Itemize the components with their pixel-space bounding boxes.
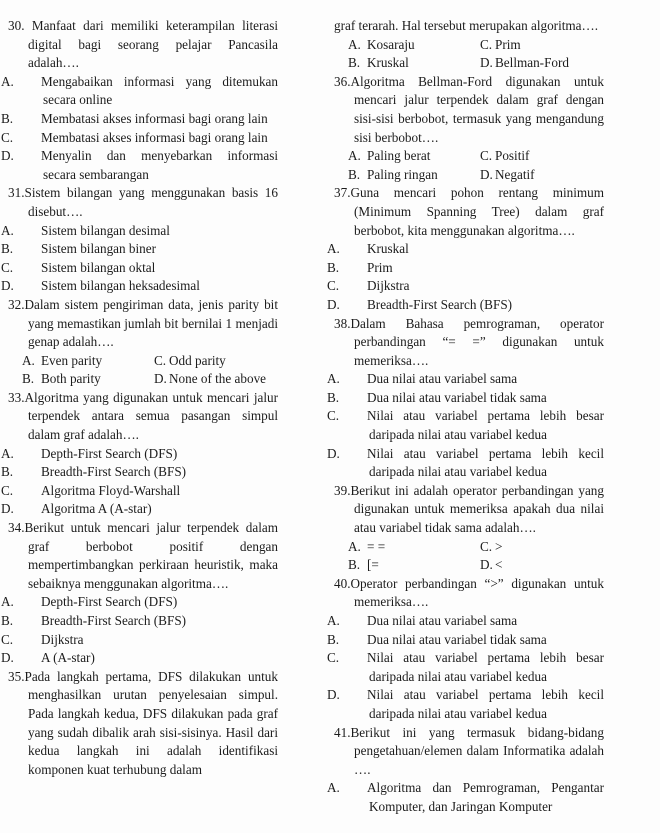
question-text: Dalam Bahasa pemrograman, operator perbandingan “= =” digunakan untuk memeriksa…. — [350, 315, 604, 368]
option-c[interactable] — [1, 129, 278, 148]
option-c[interactable] — [480, 36, 521, 55]
option-letter: B. — [1, 241, 14, 257]
option-text: < — [495, 557, 503, 573]
option-text: Dua nilai atau variabel sama — [367, 371, 518, 387]
option-letter: A. — [1, 445, 14, 461]
option-letter: B. — [348, 55, 361, 71]
option-d[interactable] — [480, 166, 535, 185]
option-b[interactable] — [1, 612, 278, 631]
question-text: Manfaat dari memiliki keterampilan literasi digital bagi seorang pelajar Pancasila adalah…. — [28, 18, 279, 71]
option-text: Negatif — [495, 166, 535, 182]
option-text: Membatasi akses informasi bagi orang lain — [41, 110, 268, 126]
question-stem — [334, 315, 604, 371]
option-c[interactable] — [1, 631, 278, 650]
option-letter: A. — [348, 36, 361, 52]
option-grid — [334, 538, 604, 575]
option-d[interactable] — [327, 445, 604, 482]
option-letter: D. — [327, 296, 340, 312]
option-d[interactable] — [480, 54, 569, 73]
option-letter: A. — [327, 241, 340, 257]
option-letter: A. — [1, 594, 14, 610]
question-text: Berikut ini yang termasuk bidang-bidang pengetahuan/elemen dalam Informatika adalah …. — [350, 724, 604, 777]
option-a[interactable] — [327, 779, 604, 816]
question-text: Berikut ini adalah operator perbandingan yang digunakan untuk memeriksa apakah dua nilai atau variabel tidak sama adalah…. — [350, 482, 604, 536]
option-letter: C. — [327, 408, 340, 424]
option-text: Sistem bilangan oktal — [41, 259, 156, 275]
option-letter: B. — [348, 557, 361, 573]
option-letter: A. — [1, 222, 14, 238]
question-stem — [334, 184, 604, 240]
option-b[interactable] — [1, 463, 278, 482]
question-35 — [8, 668, 278, 780]
question-text: Operator perbandingan “>” digunakan untuk memeriksa…. — [350, 575, 604, 610]
option-d[interactable] — [1, 147, 278, 184]
question-stem — [8, 389, 278, 445]
question-41 — [327, 724, 604, 817]
option-c[interactable] — [480, 147, 529, 166]
option-letter: B. — [327, 259, 340, 275]
option-letter: D. — [327, 687, 340, 703]
option-list — [327, 240, 604, 314]
option-text: Dua nilai atau variabel sama — [367, 613, 518, 628]
option-d[interactable] — [1, 649, 278, 668]
option-text: Breadth-First Search (BFS) — [41, 464, 187, 480]
option-d[interactable] — [327, 686, 604, 723]
option-text: Both parity — [41, 371, 101, 387]
question-stem — [334, 724, 604, 780]
option-letter: B. — [348, 166, 361, 182]
option-text: Breadth-First Search (BFS) — [41, 613, 187, 628]
option-row — [8, 370, 278, 389]
option-row — [334, 166, 604, 185]
option-d[interactable] — [1, 500, 278, 519]
option-text: Breadth-First Search (BFS) — [367, 296, 513, 312]
option-a[interactable] — [1, 593, 278, 612]
option-letter: B. — [327, 631, 340, 647]
question-text: Algoritma Bellman-Ford digunakan untuk mencari jalur terpendek dalam graf dengan sisi-sisi berbobot, termasuk yang mengandung sisi berbobot…. — [350, 73, 604, 145]
option-text: Dua nilai atau variabel tidak sama — [367, 631, 547, 647]
option-letter: C. — [1, 129, 14, 145]
option-text: Kosaraju — [367, 36, 415, 52]
question-number: 41. — [334, 724, 351, 740]
question-number: 39. — [334, 482, 351, 498]
question-number: 30. — [8, 18, 25, 33]
option-text: Depth-First Search (DFS) — [41, 594, 178, 610]
option-letter: A. — [327, 371, 340, 387]
option-text: Paling ringan — [367, 166, 438, 182]
option-c[interactable] — [327, 407, 604, 444]
option-text: Nilai atau variabel pertama lebih kecil daripada nilai atau variabel kedua — [367, 445, 604, 480]
question-number: 38. — [334, 315, 351, 331]
option-list — [327, 612, 604, 724]
option-row — [8, 352, 278, 371]
option-letter: D. — [327, 445, 340, 461]
question-number: 35. — [8, 668, 25, 684]
option-letter: D. — [1, 278, 14, 294]
question-number: 37. — [334, 185, 351, 201]
question-text: Sistem bilangan yang menggunakan basis 16 disebut…. — [24, 185, 278, 219]
option-text: Sistem bilangan biner — [41, 241, 157, 257]
question-39 — [334, 482, 604, 575]
option-b[interactable] — [1, 240, 278, 259]
option-text: Nilai atau variabel pertama lebih kecil daripada nilai atau variabel kedua — [367, 687, 604, 721]
option-letter: D. — [1, 148, 14, 164]
question-stem-continued — [334, 17, 604, 36]
question-33 — [1, 389, 278, 519]
option-c[interactable] — [480, 538, 502, 557]
option-list — [1, 73, 278, 185]
option-letter: C. — [480, 36, 493, 52]
question-38 — [327, 315, 604, 482]
option-c[interactable] — [154, 352, 226, 371]
option-a[interactable] — [348, 538, 480, 557]
question-stem — [334, 73, 604, 147]
option-a[interactable] — [1, 222, 278, 241]
question-stem — [334, 575, 604, 612]
option-text: Depth-First Search (DFS) — [41, 445, 178, 461]
option-letter: B. — [1, 110, 14, 126]
option-text: Sistem bilangan desimal — [41, 222, 170, 238]
option-list — [1, 222, 278, 296]
option-letter: C. — [1, 482, 14, 498]
option-letter: C. — [327, 650, 340, 666]
question-35-continuation — [334, 17, 604, 73]
question-text: Berikut untuk mencari jalur terpendek dalam graf berbobot positif dengan mempertimbangkan perkiraan heuristik, maka sebaiknya menggunakan algoritma…. — [24, 520, 278, 591]
left-column — [1, 17, 279, 817]
option-a[interactable] — [348, 147, 480, 166]
question-31 — [1, 184, 278, 296]
option-b[interactable] — [327, 259, 604, 278]
option-text: Prim — [367, 259, 393, 275]
option-text: Dijkstra — [41, 631, 84, 647]
option-row — [334, 147, 604, 166]
option-list — [1, 445, 278, 519]
option-text: Nilai atau variabel pertama lebih besar daripada nilai atau variabel kedua — [367, 650, 604, 684]
option-letter: B. — [1, 613, 14, 628]
option-a[interactable] — [327, 240, 604, 259]
option-letter: A. — [348, 538, 361, 554]
option-letter: C. — [327, 278, 340, 294]
option-letter: C. — [154, 352, 167, 368]
option-row — [334, 556, 604, 575]
option-text: Positif — [495, 148, 530, 164]
option-text: Sistem bilangan heksadesimal — [41, 278, 200, 294]
option-d[interactable] — [480, 556, 502, 575]
option-letter: D. — [480, 166, 493, 182]
question-34 — [1, 519, 278, 668]
question-number: 36. — [334, 73, 351, 89]
option-a[interactable] — [327, 370, 604, 389]
option-b[interactable] — [348, 54, 480, 73]
option-letter: B. — [327, 389, 340, 405]
option-letter: C. — [480, 538, 493, 554]
option-text: Odd parity — [169, 352, 226, 368]
option-b[interactable] — [22, 370, 154, 389]
option-text: Bellman-Ford — [495, 55, 569, 71]
option-d[interactable] — [154, 370, 266, 389]
question-text: Dalam sistem pengiriman data, jenis parity bit yang memastikan jumlah bit bernilai 1 menjadi genap adalah…. — [24, 296, 278, 350]
option-text: [= — [367, 557, 379, 573]
question-30 — [1, 17, 279, 184]
option-b[interactable] — [1, 110, 278, 129]
option-text: Paling berat — [367, 148, 431, 164]
option-c[interactable] — [327, 649, 604, 686]
option-list — [1, 593, 278, 667]
option-text: Kruskal — [367, 55, 409, 71]
option-letter: D. — [1, 501, 14, 517]
option-text: Algoritma Floyd-Warshall — [41, 482, 181, 498]
option-d[interactable] — [1, 277, 278, 296]
question-number: 34. — [8, 520, 25, 536]
option-text: Menyalin dan menyebarkan informasi secara sembarangan — [41, 148, 278, 182]
question-36 — [334, 73, 604, 185]
option-letter: B. — [22, 371, 35, 387]
option-letter: C. — [1, 259, 14, 275]
question-stem — [8, 184, 278, 221]
option-text: Kruskal — [367, 241, 409, 257]
question-37 — [327, 184, 604, 314]
question-text: Pada langkah pertama, DFS dilakukan untuk menghasilkan urutan penyelesaian simpul. Pada langkah kedua, DFS dilakukan pada graf yang sudah dibalik arah sisi-sisinya. Hasil dari kedua langkah ini adalah identifikasi komponen kuat terhubung dalam — [24, 668, 278, 777]
option-c[interactable] — [327, 277, 604, 296]
question-stem — [334, 482, 604, 538]
option-a[interactable] — [22, 352, 154, 371]
option-letter: A. — [22, 352, 35, 368]
option-letter: D. — [1, 650, 14, 666]
option-text: A (A-star) — [41, 650, 95, 666]
option-a[interactable] — [1, 445, 278, 464]
option-letter: C. — [480, 148, 493, 164]
option-letter: A. — [348, 148, 361, 164]
option-a[interactable] — [1, 73, 278, 110]
option-row — [334, 54, 604, 73]
question-stem — [8, 296, 278, 352]
option-list — [327, 779, 604, 816]
option-letter: D. — [480, 55, 493, 71]
question-number: 33. — [8, 389, 25, 405]
option-text: Algoritma dan Pemrograman, Pengantar Komputer, dan Jaringan Komputer — [367, 780, 604, 814]
option-letter: B. — [1, 464, 14, 480]
question-32 — [8, 296, 278, 389]
question-text: Guna mencari pohon rentang minimum (Minimum Spanning Tree) dalam graf berbobot, kita menggunakan algoritma…. — [350, 185, 604, 238]
option-text: Membatasi akses informasi bagi orang lain — [41, 129, 268, 145]
option-b[interactable] — [327, 389, 604, 408]
option-text: = = — [367, 538, 386, 554]
option-text: > — [495, 538, 503, 554]
option-list — [327, 370, 604, 482]
continuation-text: graf terarah. Hal tersebut merupakan algoritma…. — [334, 18, 599, 33]
option-text: Prim — [495, 36, 521, 52]
option-letter: A. — [327, 780, 340, 796]
option-grid — [8, 352, 278, 389]
option-text: Even parity — [41, 352, 103, 368]
option-text: Mengabaikan informasi yang ditemukan secara online — [41, 73, 278, 108]
option-letter: D. — [154, 371, 167, 387]
option-letter: C. — [1, 631, 14, 647]
option-letter: A. — [1, 73, 14, 89]
option-text: Dua nilai atau variabel tidak sama — [367, 389, 547, 405]
right-column — [327, 17, 604, 817]
question-stem — [8, 519, 278, 593]
option-b[interactable] — [348, 166, 480, 185]
question-number: 32. — [8, 296, 25, 312]
option-row — [334, 36, 604, 55]
question-stem — [8, 17, 278, 73]
option-letter: A. — [327, 613, 340, 628]
option-grid — [334, 36, 604, 73]
question-stem — [8, 668, 278, 780]
option-c[interactable] — [1, 482, 278, 501]
option-c[interactable] — [1, 259, 278, 278]
option-row — [334, 538, 604, 557]
option-a[interactable] — [348, 36, 480, 55]
option-text: Algoritma A (A-star) — [41, 501, 152, 517]
option-b[interactable] — [348, 556, 480, 575]
question-number: 40. — [334, 575, 351, 591]
option-b[interactable] — [327, 631, 604, 650]
two-column-body — [0, 17, 660, 817]
option-grid — [334, 147, 604, 184]
question-text: Algoritma yang digunakan untuk mencari jalur terpendek antara semua pasangan simpul dalam graf adalah…. — [24, 389, 278, 443]
option-letter: D. — [480, 557, 493, 573]
option-d[interactable] — [327, 296, 604, 315]
option-a[interactable] — [327, 612, 604, 631]
option-text: Nilai atau variabel pertama lebih besar daripada nilai atau variabel kedua — [367, 408, 604, 443]
question-40 — [327, 575, 604, 724]
option-text: None of the above — [169, 371, 267, 387]
option-text: Dijkstra — [367, 278, 410, 294]
question-number: 31. — [8, 185, 25, 201]
